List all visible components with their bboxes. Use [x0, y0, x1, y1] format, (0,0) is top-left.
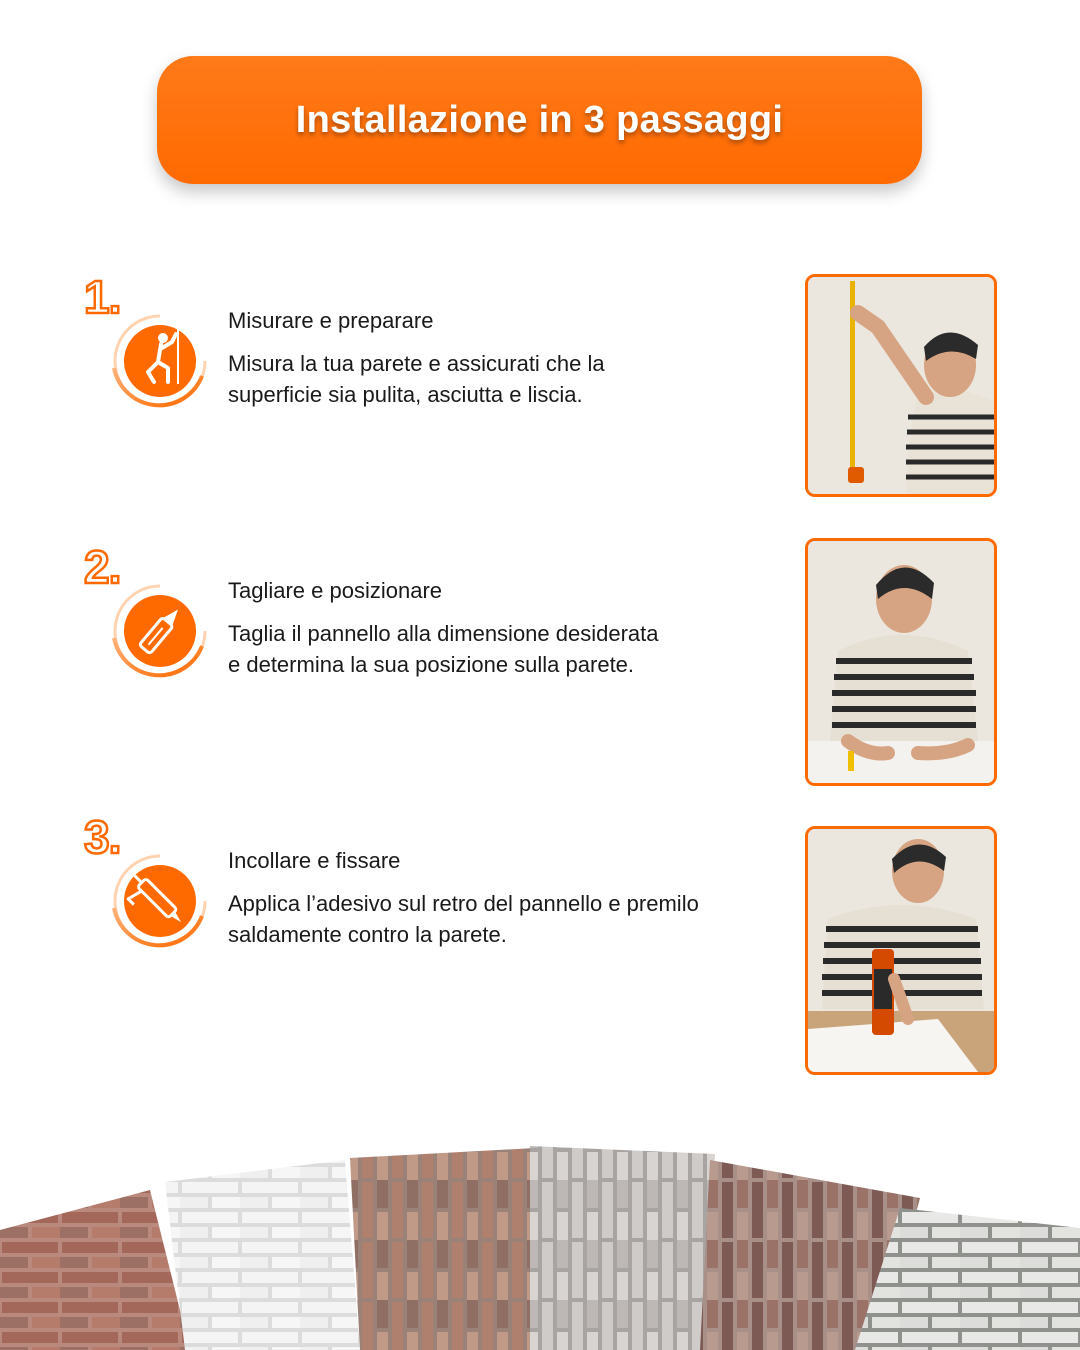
step-title: Incollare e fissare: [228, 848, 401, 873]
page-title: Installazione in 3 passaggi: [295, 98, 784, 141]
step-description: [228, 888, 788, 950]
utility-knife-icon: [106, 582, 214, 680]
step-number: 1.: [84, 271, 121, 323]
step-number: 3.: [84, 811, 121, 863]
step-description-line: Taglia il pannello alla dimensione desiderata: [228, 621, 659, 646]
man-cutting-panel-photo: [805, 538, 997, 786]
step-description: [228, 618, 788, 680]
wall-panels-showcase-image: [0, 1120, 1080, 1350]
header-banner: [157, 56, 922, 184]
step-description-line: superficie sia pulita, asciutta e liscia.: [228, 382, 583, 407]
step-description-line: e determina la sua posizione sulla parete.: [228, 652, 635, 677]
step-description-line: Misura la tua parete e assicurati che la: [228, 351, 605, 376]
step-description-line: saldamente contro la parete.: [228, 922, 507, 947]
caulking-gun-icon: [106, 852, 214, 950]
man-measuring-wall-photo: [805, 274, 997, 497]
step-number: 2.: [84, 541, 121, 593]
kneeling-measure-person-icon: [106, 312, 214, 410]
man-applying-adhesive-photo: [805, 826, 997, 1075]
step-description: [228, 348, 788, 410]
step-title: Tagliare e posizionare: [228, 578, 443, 603]
step-description-line: Applica l’adesivo sul retro del pannello e premilo: [228, 891, 699, 916]
step-title: Misurare e preparare: [228, 308, 434, 333]
